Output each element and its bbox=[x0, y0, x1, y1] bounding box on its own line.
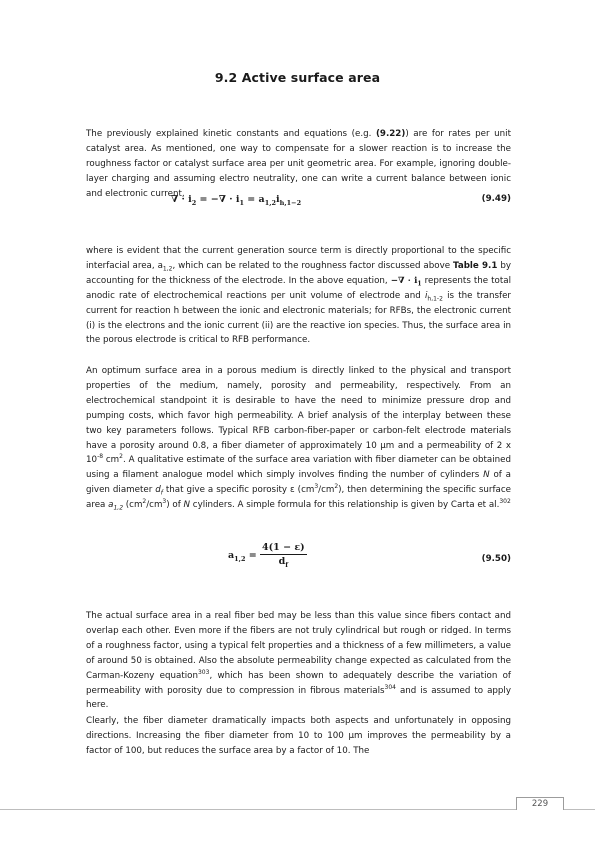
equation-number: (9.50) bbox=[481, 554, 511, 564]
equation-9-49 bbox=[86, 194, 511, 210]
citation: 304 bbox=[384, 683, 396, 691]
fraction: $\frac{4(1 - \varepsilon)}{d_f}$ bbox=[262, 542, 305, 569]
equation-number: (9.49) bbox=[481, 194, 511, 204]
page-number: 229 bbox=[516, 797, 564, 810]
paragraph-fiber-diameter: Clearly, the fiber diameter dramatically impacts both aspects and unfortunately in opposing directions. Increasing the fiber diameter from 10 to 100 μm improves the permeability by a factor of 100, but reduces the surface area by a factor of 10. The bbox=[86, 716, 511, 756]
equation-math: $a_{1,2}$ = $\frac{4(1 - \varepsilon)}{d_f}$ bbox=[228, 542, 305, 569]
citation: 302 bbox=[499, 498, 511, 506]
equation-9-50 bbox=[86, 542, 511, 578]
paragraph-intro: The previously explained kinetic constants and equations (e.g. (9.22)) are for rates per unit catalyst area. As mentioned, one way to compensate for a slower reaction is to increase the roughness factor or catalyst surface area per unit geometric area. For example, ignoring double-layer charging and assuming electro neutrality, one can write a current balance between ionic and electronic current, bbox=[86, 129, 511, 199]
paragraph-optimum-surface-area: An optimum surface area in a porous medium is directly linked to the physical and transport properties of the medium, namely, porosity and permeability, respectively. From an electrochemical standpoint it is desirable to have the need to minimize pressure drop and pumping costs, which favor high permeability. A brief analysis of the interplay between these two key parameters follows. Typical RFB carbon-fiber-paper or carbon-felt electrode materials have a porosity around 0.8, a fiber diameter of approximately 10 μm and a permeability of 2 x $10^{-8}$ $cm^2$. A qualitative estimate of the surface area variation with fiber diameter can be obtained using a filament analogue model which simply involves finding the number of cylinders N of a given diameter $d_f$ that give a specific porosity ε $(cm^3/cm^2)$, then determining the specific surface area $a_{1,2}$ $(cm^2/cm^3)$ of N cylinders. A simple formula for this relationship is given by Carta et al.$^{302}$ bbox=[86, 366, 511, 512]
section-title: 9.2 Active surface area bbox=[214, 70, 381, 85]
citation: 303 bbox=[197, 668, 210, 676]
footer-divider bbox=[0, 809, 595, 810]
equation-math: ∇ · $i_2$ = −∇ · $i_1 = a_{1,2}i_{h,1-2}$ bbox=[171, 194, 302, 207]
table-reference: Table 9.1 bbox=[453, 260, 498, 271]
equation-reference: (9.22) bbox=[375, 129, 406, 139]
paragraph-interfacial-area: where is evident that the current generation source term is directly proportional to the specific interfacial area, $a_{1,2}$, which can be related to the roughness factor discussed above Table 9.1 by accounting for the thickness of the electrode. In the above equation, −∇ · $i_1$ represents the total anodic rate of electrochemical reactions per unit volume of electrode and $i_{h,1-2}$ is the transfer current for reaction h between the ionic and electronic materials; for RFBs, the electronic current (i) is the electrons and the ionic current (ii) are the reactive ion species. Thus, the surface area in the porous electrode is critical to RFB performance. bbox=[86, 246, 512, 346]
paragraph-real-fiber-bed: The actual surface area in a real fiber bed may be less than this value since fibers contact and overlap each other. Even more if the fibers are not truly cylindrical but rough or ridged. In terms of a roughness factor, using a typical felt properties and a thickness of a few millimeters, a value of around 50 is obtained. Also the absolute permeability change expected as calculated from the Carman-Kozeny equation$^{303}$, which has been shown to adequately describe the variation of permeability with porosity due to compression in fibrous materials$^{304}$ and is assumed to apply here. bbox=[86, 611, 511, 711]
